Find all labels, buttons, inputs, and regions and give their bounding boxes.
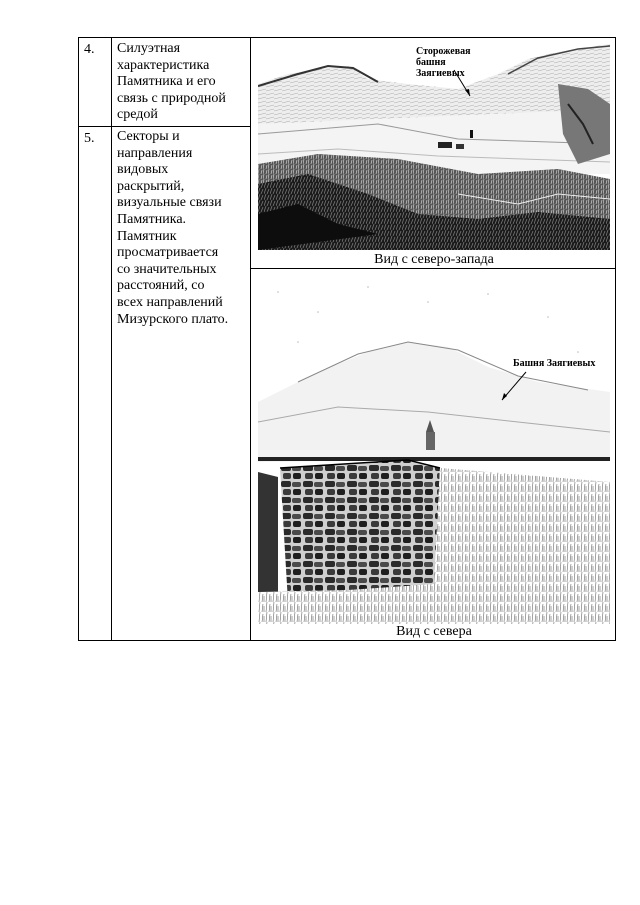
photo-north-view (258, 272, 610, 624)
row-4-line: Памятника и его (117, 74, 216, 90)
row-4-number: 4. (84, 42, 95, 57)
row-5-line: просматривается (117, 245, 219, 261)
table-bottom-border (78, 640, 616, 641)
row-4-line: характеристика (117, 57, 210, 73)
table-top-border (78, 37, 616, 38)
table-left-border (78, 37, 79, 641)
row-5-line: Памятника. (117, 211, 187, 227)
row-4-line: связь с природной (117, 90, 226, 106)
column-divider-2 (250, 37, 251, 641)
row-5-line: направления (117, 145, 193, 161)
row-5-line: Мизурского плато. (117, 311, 229, 327)
tower-label: Башня Заягиевых (513, 358, 596, 369)
tower-annotation-line: башня (416, 57, 446, 68)
photo-row-divider (251, 268, 615, 269)
row-5-line: раскрытий, (117, 178, 185, 194)
row-5-line: Секторы и (117, 129, 180, 144)
row-5-line: расстояний, со (117, 278, 205, 294)
tower-annotation-line: Заягиевых (416, 68, 465, 79)
row-4-line: средой (117, 107, 158, 123)
row-5-line: всех направлений (117, 294, 223, 310)
row-4-line: Силуэтная (117, 41, 181, 56)
photo-caption-north: Вид с севера (396, 624, 472, 639)
table-right-border (615, 37, 616, 641)
row-4-description (117, 41, 245, 124)
row-divider (78, 126, 251, 127)
tower-annotation (416, 46, 471, 79)
row-5-description (117, 129, 245, 328)
tower-ruin-photo-image (258, 272, 610, 624)
row-5-line: Памятник (117, 228, 177, 244)
tower-annotation-line: Сторожевая (416, 46, 471, 57)
row-5-number: 5. (84, 131, 95, 146)
column-divider-1 (111, 37, 112, 641)
photo-caption-northwest: Вид с северо-запада (374, 252, 494, 267)
row-5-line: видовых (117, 162, 169, 178)
photo-northwest-view (258, 44, 610, 250)
row-5-line: визуальные связи (117, 195, 222, 211)
row-5-line: со значительных (117, 261, 217, 277)
